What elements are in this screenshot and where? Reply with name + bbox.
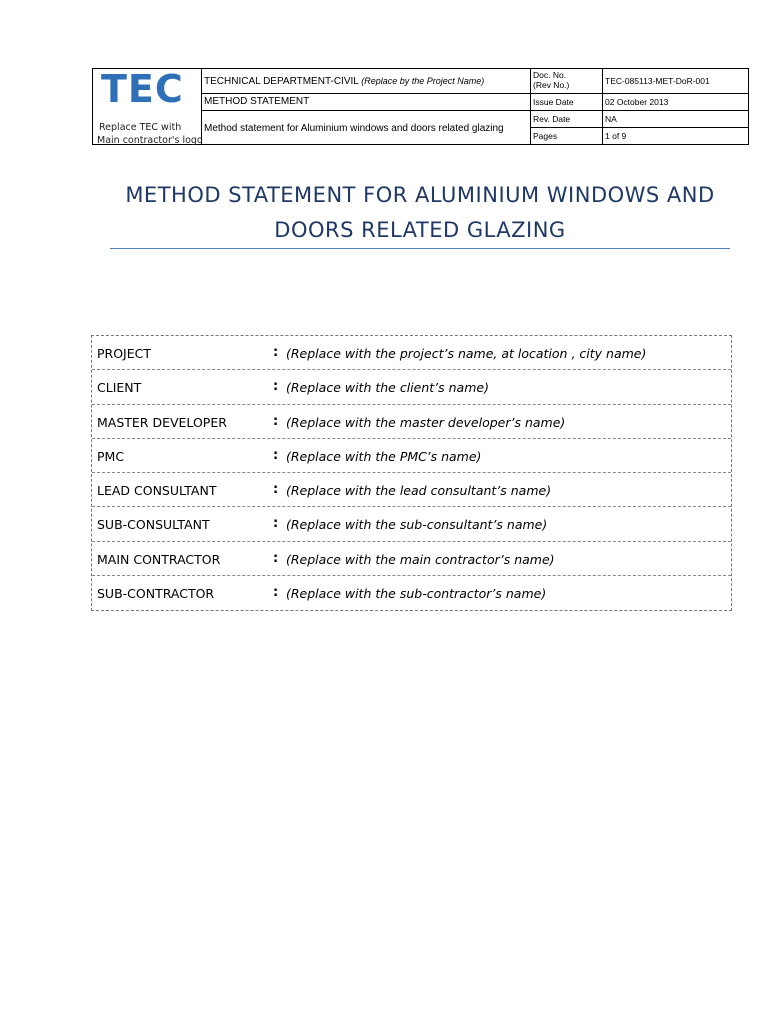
info-value: (Replace with the main contractor’s name) [286,551,555,567]
doc-no-value: TEC-085113-MET-DoR-001 [605,76,710,86]
info-colon: : [273,447,279,463]
info-label: SUB-CONTRACTOR [97,585,215,601]
doc-description: Method statement for Aluminium windows and doors related glazing [204,123,504,134]
document-title [110,178,730,248]
header-info-column [201,69,531,144]
info-colon: : [273,482,279,497]
info-label: MASTER DEVELOPER [97,414,227,430]
department-name: TECHNICAL DEPARTMENT-CIVIL [204,76,359,87]
info-row-main-contractor [92,542,731,576]
company-logo: TEC [101,67,184,111]
info-label: PMC [97,448,125,464]
issue-date-value: 02 October 2013 [605,97,669,107]
info-colon: : [273,345,279,360]
issue-date-label: Issue Date [533,97,574,107]
info-row-sub-contractor [92,576,731,610]
info-label: LEAD CONSULTANT [97,483,217,498]
doc-type-row [201,94,530,111]
info-row-master-developer [92,405,731,439]
info-label: CLIENT [97,380,142,396]
info-value: (Replace with the PMC’s name) [286,448,482,464]
info-value: (Replace with the master developer’s name) [286,414,566,430]
rev-date-value: NA [605,114,617,124]
title-divider [110,248,730,249]
info-row-lead-consultant [92,473,731,507]
info-value: (Replace with the client’s name) [286,380,489,396]
info-colon: : [273,413,279,429]
info-label: MAIN CONTRACTOR [97,551,221,567]
info-label: PROJECT [97,346,152,361]
info-value: (Replace with the lead consultant’s name) [286,483,552,498]
pages-value: 1 of 9 [605,131,627,141]
title-line1: METHOD STATEMENT FOR ALUMINIUM WINDOWS AND [125,183,715,207]
logo-note [97,121,203,147]
logo-note-line2: Main contractor's logo [97,135,203,146]
info-value: (Replace with the project’s name, at location , city name) [286,346,647,361]
logo-cell [93,69,202,144]
rev-no-label: (Rev No.) [533,80,570,90]
department-row [201,69,530,94]
doc-type: METHOD STATEMENT [204,96,310,107]
info-row-pmc [92,439,731,473]
info-row-project [92,336,731,370]
info-colon: : [273,516,279,532]
project-info-table [91,335,732,611]
document-header [92,68,749,145]
title-line2: DOORS RELATED GLAZING [274,218,566,242]
doc-no-label: Doc. No. [533,70,567,80]
info-row-sub-consultant [92,507,731,541]
header-value-column [602,69,748,144]
rev-date-label: Rev. Date [533,114,571,124]
info-colon: : [273,550,279,566]
info-colon: : [273,584,279,600]
info-row-client [92,370,731,404]
info-label: SUB-CONSULTANT [97,517,210,533]
description-row [201,111,530,144]
header-label-column [530,69,603,144]
logo-note-line1: Replace TEC with [99,122,182,133]
info-colon: : [273,379,279,395]
pages-label: Pages [533,131,558,141]
info-value: (Replace with the sub-consultant’s name) [286,517,548,533]
department-note: (Replace by the Project Name) [361,76,485,86]
info-value: (Replace with the sub-contractor’s name) [286,585,547,601]
